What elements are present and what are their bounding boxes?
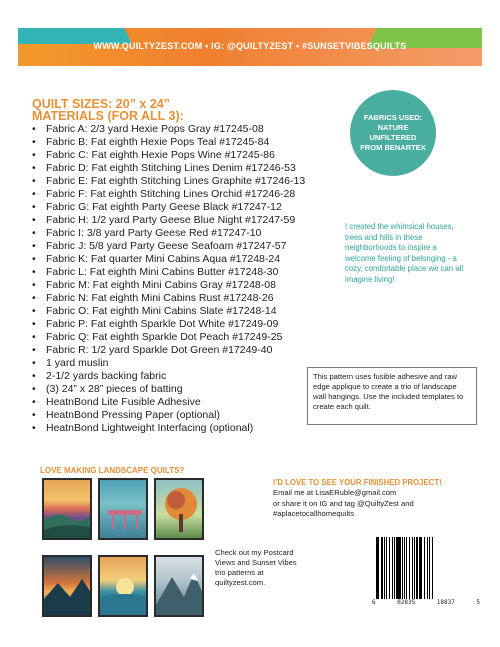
fabrics-used-line2: NATURE (377, 123, 409, 132)
fabrics-used-line4: FROM BENARTEX (360, 143, 426, 152)
quilt-art-mountain (44, 557, 92, 617)
material-item: • Fabric O: Fat eighth Mini Cabins Slate #17248-14 (32, 305, 305, 318)
finished-project-body (273, 488, 483, 520)
material-item: • HeatnBond Lightweight Interfacing (optional) (32, 422, 305, 435)
material-item: • Fabric F: Fat eighth Stitching Lines Orchid #17246-28 (32, 188, 305, 201)
quilt-sizes-heading: QUILT SIZES: 20” x 24” (32, 97, 171, 111)
material-item: • Fabric C: Fat eighth Hexie Pops Wine #17245-86 (32, 149, 305, 162)
quilt-thumbnail-pier (98, 478, 148, 540)
material-item: • Fabric Q: Fat eighth Sparkle Dot Peach #17249-25 (32, 331, 305, 344)
quilt-thumbnail-mountain-sunset (42, 555, 92, 617)
material-item: • HeatnBond Pressing Paper (optional) (32, 409, 305, 422)
materials-list (32, 123, 305, 435)
material-item: • Fabric B: Fat eighth Hexie Pops Teal #17245-84 (32, 136, 305, 149)
quilt-art-tree (156, 480, 204, 540)
love-landscape-heading: LOVE MAKING LANDSCAPE QUILTS? (40, 466, 185, 475)
quilt-thumbnail-peaks (154, 555, 204, 617)
upc-barcode (372, 537, 480, 612)
material-item: • Fabric D: Fat eighth Stitching Lines Denim #17246-53 (32, 162, 305, 175)
barcode-digit-4: 5 (476, 599, 480, 606)
material-item: • 2-1/2 yards backing fabric (32, 370, 305, 383)
quilt-art-hills (44, 480, 92, 540)
material-item: • 1 yard muslin (32, 357, 305, 370)
material-item: • Fabric P: Fat eighth Sparkle Dot White #17249-09 (32, 318, 305, 331)
checkout-other-patterns: Check out my Postcard Views and Sunset Vibes trio patterns at quiltyzest.com. (215, 548, 297, 587)
fabrics-used-badge (350, 90, 436, 176)
banner-text[interactable]: WWW.QUILTYZEST.COM • IG: @QUILTYZEST • #SUNSETVIBESQUILTS (93, 41, 407, 51)
material-item: • Fabric R: 1/2 yard Sparkle Dot Green #17249-40 (32, 344, 305, 357)
designer-statement: I created the whimsical houses, trees and hills in these neighborhoods to inspire a welcome feeling of belonging - a cozy, comfortable place we can all imagine living! (345, 222, 464, 284)
material-item: • Fabric A: 2/3 yard Hexie Pops Gray #17245-08 (32, 123, 305, 136)
barcode-digit-1: 6 (372, 599, 376, 606)
material-item: • (3) 24” x 28” pieces of batting (32, 383, 305, 396)
fabrics-used-line1: FABRICS USED: (363, 113, 423, 122)
material-item: • Fabric N: Fat eighth Mini Cabins Rust #17248-26 (32, 292, 305, 305)
quilt-thumbnail-tree (154, 478, 204, 540)
pattern-note-box: This pattern uses fusible adhesive and raw edge applique to create a trio of landscape wall hangings. Use the included templates to create each quilt. (307, 367, 477, 425)
barcode-digit-3: 18837 (436, 599, 455, 606)
barcode-numbers (372, 599, 480, 606)
materials-heading: MATERIALS (FOR ALL 3): (32, 109, 184, 123)
instagram-line: or share it on IG and tag @QuiltyZest and (273, 498, 414, 508)
material-item: • Fabric I: 3/8 yard Party Geese Red #17247-10 (32, 227, 305, 240)
barcode-bars (376, 537, 476, 599)
fabrics-used-line3: UNFILTERED (369, 133, 417, 142)
material-item: • Fabric M: Fat eighth Mini Cabins Gray #17248-08 (32, 279, 305, 292)
material-item: • Fabric G: Fat eighth Party Geese Black #17247-12 (32, 201, 305, 214)
material-item: • Fabric H: 1/2 yard Party Geese Blue Night #17247-59 (32, 214, 305, 227)
hashtag-line: #aplacetocallhomequilts (273, 509, 355, 518)
material-item: • HeatnBond Lite Fusible Adhesive (32, 396, 305, 409)
quilt-thumbnail-ocean-sunset (98, 555, 148, 617)
barcode-bar (433, 537, 435, 599)
quilt-art-peaks (156, 557, 204, 617)
material-item: • Fabric L: Fat eighth Mini Cabins Butter #17248-30 (32, 266, 305, 279)
finished-project-heading: I’D LOVE TO SEE YOUR FINISHED PROJECT! (273, 478, 442, 487)
email-line[interactable]: Email me at LisaERuble@gmail.com (273, 488, 397, 497)
quilt-thumbnail-sunset-hills (42, 478, 92, 540)
barcode-digit-2: 02835 (397, 599, 416, 606)
material-item: • Fabric J: 5/8 yard Party Geese Seafoam #17247-57 (32, 240, 305, 253)
material-item: • Fabric E: Fat eighth Stitching Lines Graphite #17246-13 (32, 175, 305, 188)
quilt-art-pier (100, 480, 148, 540)
quilt-art-sun (100, 557, 148, 617)
website-banner (18, 28, 482, 66)
material-item: • Fabric K: Fat quarter Mini Cabins Aqua #17248-24 (32, 253, 305, 266)
